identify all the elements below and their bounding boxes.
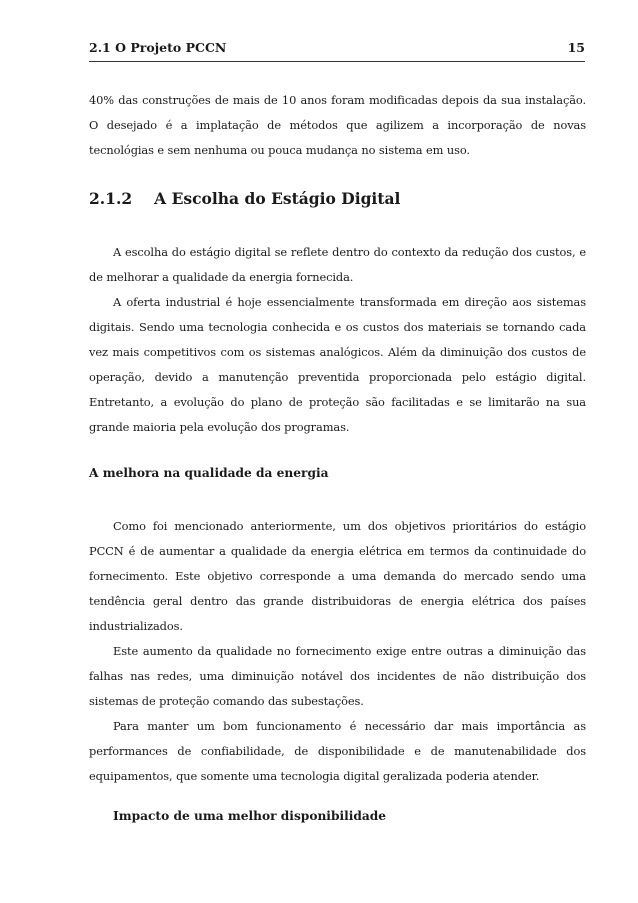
- page-body: [89, 88, 586, 857]
- subsubsection-heading: Impacto de uma melhor disponibilidade: [113, 809, 387, 823]
- body-paragraph: A oferta industrial é hoje essencialmente transformada em direção aos sistemas digitais. Sendo uma tecnologia conhecida e os custos dos materiais se tornando cada vez mais competitivos com os sistemas analógicos. Além da diminuição dos custos de operação, devido a manutenção preventida proporcionada pelo estágio digital. Entretanto, a evolução do plano de proteção são facilitadas e se limitarão na sua grande maioria pela evolução dos programas.: [89, 295, 586, 434]
- body-paragraph: Para manter um bom funcionamento é necessário dar mais importância as performances de confiabilidade, de disponibilidade e de manutenabilidade dos equipamentos, que somente uma tecnologia digital geralizada poderia atender.: [89, 719, 586, 783]
- body-paragraph: Como foi mencionado anteriormente, um dos objetivos prioritários do estágio PCCN é de aumentar a qualidade da energia elétrica em termos da continuidade do fornecimento. Este objetivo corresponde a uma demanda do mercado sendo uma tendência geral dentro das grande distribuidoras de energia elétrica dos países industrializados.: [89, 519, 586, 633]
- body-paragraph: Este aumento da qualidade no fornecimento exige entre outras a diminuição das falhas nas redes, uma diminuição notável dos incidentes de não distribuição dos sistemas de proteção comando das subestações.: [89, 644, 586, 708]
- intro-paragraph: 40% das construções de mais de 10 anos foram modificadas depois da sua instalação. O desejado é a implatação de métodos que agilizem a incorporação de novas tecnológias e sem nenhuma ou pouca mudança no sistema em uso.: [89, 93, 586, 157]
- section-title: A Escolha do Estágio Digital: [154, 189, 401, 208]
- running-header: [89, 40, 585, 62]
- header-section-title: 2.1 O Projeto PCCN: [89, 40, 227, 55]
- subsection-heading: A melhora na qualidade da energia: [89, 466, 329, 480]
- header-page-number: 15: [567, 40, 585, 55]
- section-heading: [89, 189, 586, 208]
- section-number: 2.1.2: [89, 189, 133, 208]
- body-paragraph: A escolha do estágio digital se reflete dentro do contexto da redução dos custos, e de melhorar a qualidade da energia fornecida.: [89, 245, 586, 284]
